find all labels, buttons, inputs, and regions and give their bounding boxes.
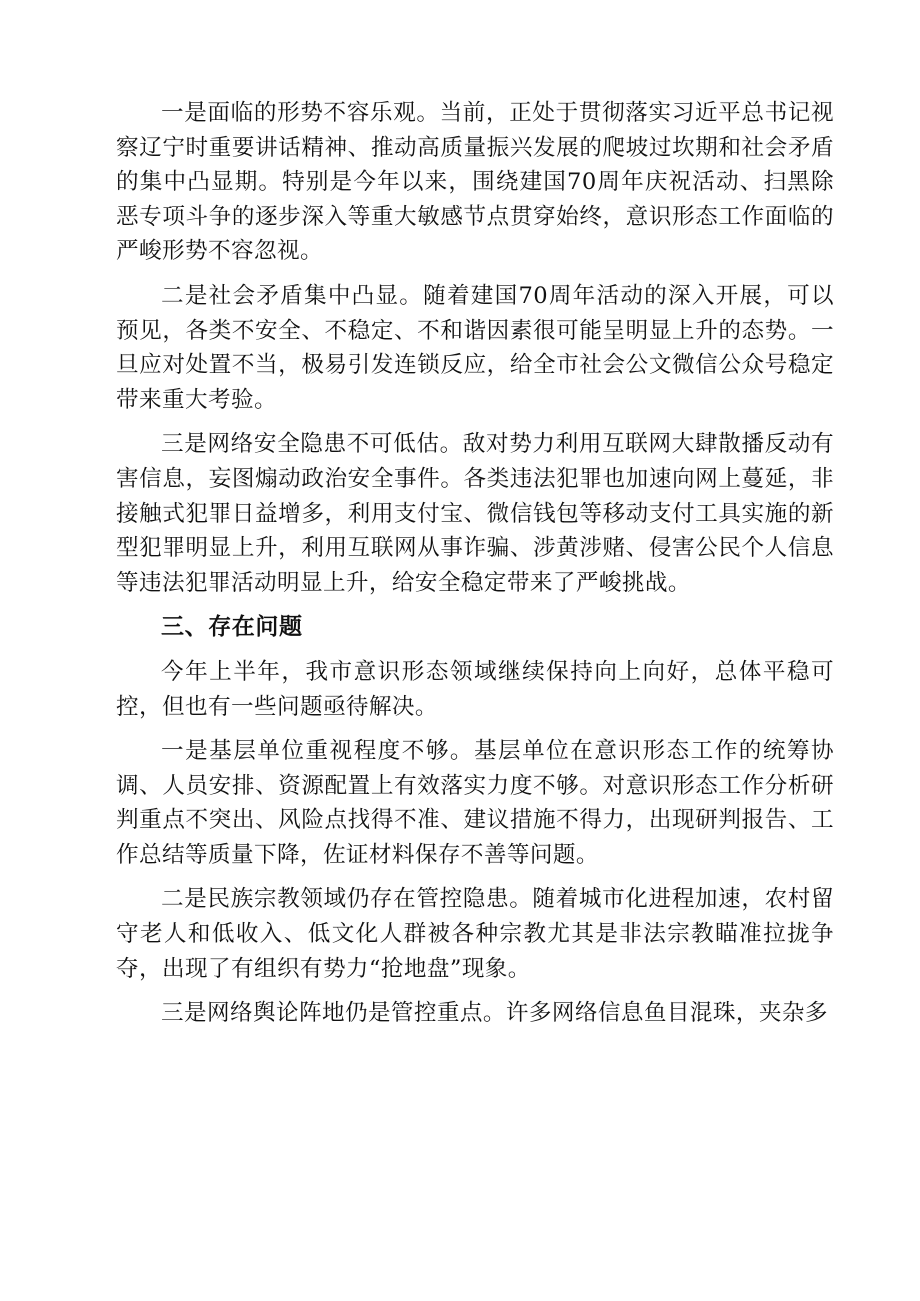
paragraph-first-half-summary: 今年上半年，我市意识形态领域继续保持向上向好，总体平稳可控，但也有一些问题亟待解决。	[116, 658, 834, 720]
paragraph-grassroots-attention: 一是基层单位重视程度不够。基层单位在意识形态工作的统筹协调、人员安排、资源配置上有效落实力度不够。对意识形态工作分析研判重点不突出、风险点找得不准、建议措施不得力，出现研判报告、工作总结等质量下降，佐证材料保存不善等问题。	[116, 738, 834, 868]
paragraph-online-opinion: 三是网络舆论阵地仍是管控重点。许多网络信息鱼目混珠，夹杂多	[161, 1000, 828, 1027]
paragraph-network-security: 三是网络安全隐患不可低估。敌对势力利用互联网大肆散播反动有害信息，妄图煽动政治安全事件。各类违法犯罪也加速向网上蔓延，非接触式犯罪日益增多，利用支付宝、微信钱包等移动支付工具实施的新型犯罪明显上升，利用互联网从事诈骗、涉黄涉赌、侵害公民个人信息等违法犯罪活动明显上升，给安全稳定带来了严峻挑战。	[116, 431, 834, 596]
section-heading-existing-problems: 三、存在问题	[161, 614, 303, 641]
paragraph-situation-not-optimistic: 一是面临的形势不容乐观。当前，正处于贯彻落实习近平总书记视察辽宁时重要讲话精神、推动高质量振兴发展的爬坡过坎期和社会矛盾的集中凸显期。特别是今年以来，围绕建国70周年庆祝活动、扫黑除恶专项斗争的逐步深入等重大敏感节点贯穿始终，意识形态工作面临的严峻形势不容忽视。	[116, 100, 834, 265]
paragraph-social-contradictions: 二是社会矛盾集中凸显。随着建国70周年活动的深入开展，可以预见，各类不安全、不稳定、不和谐因素很可能呈明显上升的态势。一旦应对处置不当，极易引发连锁反应，给全市社会公文微信公众号稳定带来重大考验。	[116, 282, 834, 413]
paragraph-ethnic-religious: 二是民族宗教领域仍存在管控隐患。随着城市化进程加速，农村留守老人和低收入、低文化人群被各种宗教尤其是非法宗教瞄准拉拢争夺，出现了有组织有势力“抢地盘”现象。	[116, 886, 834, 982]
